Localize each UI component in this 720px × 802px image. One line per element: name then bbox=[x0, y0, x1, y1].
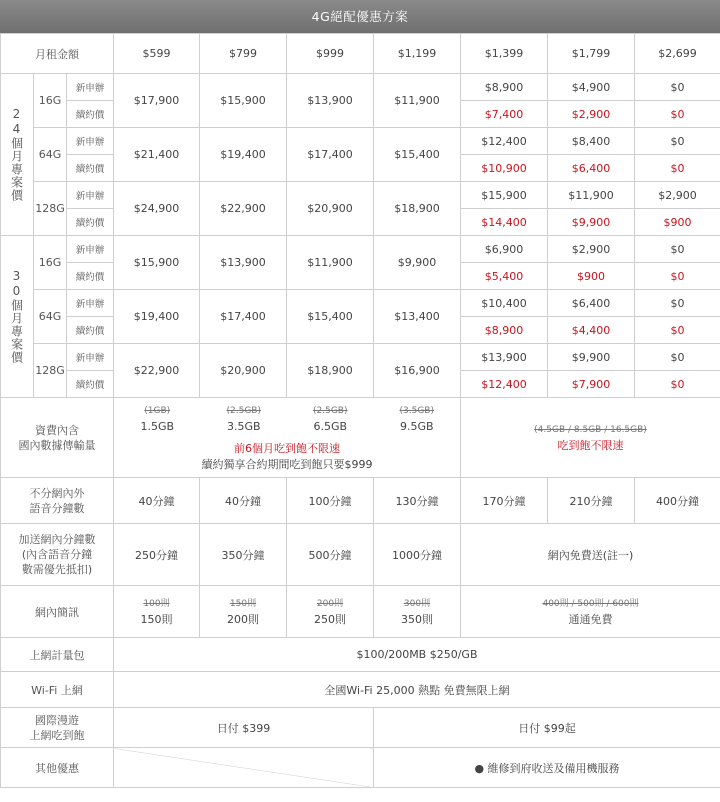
plan-table bbox=[0, 33, 720, 788]
roaming-label bbox=[1, 708, 114, 748]
device-price-cell: $21,400 bbox=[114, 128, 200, 182]
device-price-cell: $16,900 bbox=[374, 344, 461, 398]
new-value: 150則 bbox=[140, 612, 173, 626]
device-price-cell: $12,400 bbox=[461, 128, 548, 155]
unlimited-promo: 前6個月吃到飽不限速 bbox=[234, 441, 340, 455]
device-price-cell: $2,900 bbox=[635, 182, 720, 209]
data-value-cell bbox=[114, 404, 201, 434]
voice-minutes-row bbox=[1, 478, 720, 524]
roaming-left: 日付 $399 bbox=[114, 708, 374, 748]
device-price-cell: $13,900 bbox=[461, 344, 548, 371]
sms-cell bbox=[114, 586, 200, 638]
device-price-cell: $7,400 bbox=[461, 101, 548, 128]
renew-label: 續約價 bbox=[67, 209, 114, 236]
old-value: 150則 bbox=[229, 598, 257, 609]
new-contract-label: 新申辦 bbox=[67, 290, 114, 317]
label-line: 資費內含 bbox=[35, 423, 79, 437]
device-price-cell: $17,400 bbox=[200, 290, 287, 344]
device-price-cell: $19,400 bbox=[200, 128, 287, 182]
onnet-minutes-label bbox=[1, 524, 114, 586]
plan-row bbox=[1, 236, 720, 263]
wifi-row bbox=[1, 672, 720, 708]
device-price-cell: $15,900 bbox=[461, 182, 548, 209]
device-price-cell: $13,900 bbox=[287, 74, 374, 128]
device-price-cell: $17,900 bbox=[114, 74, 200, 128]
storage-size: 16G bbox=[34, 74, 67, 128]
table-title: 4G絕配優惠方案 bbox=[0, 0, 720, 33]
device-price-cell: $11,900 bbox=[374, 74, 461, 128]
device-price-cell: $8,900 bbox=[461, 74, 548, 101]
device-price-cell: $900 bbox=[635, 209, 720, 236]
plan-period-text: 24個月專案價 bbox=[9, 107, 24, 202]
device-price-cell: $15,400 bbox=[374, 128, 461, 182]
plan-row bbox=[1, 74, 720, 101]
device-price-cell: $0 bbox=[635, 263, 720, 290]
device-price-cell: $12,400 bbox=[461, 371, 548, 398]
device-price-cell: $6,900 bbox=[461, 236, 548, 263]
label-line: 國內數據傳輸量 bbox=[18, 438, 96, 452]
device-price-cell: $0 bbox=[635, 371, 720, 398]
data-allowance-label bbox=[1, 398, 114, 478]
other-benefits-label: 其他優惠 bbox=[1, 748, 114, 788]
device-price-cell: $0 bbox=[635, 101, 720, 128]
device-price-cell: $8,400 bbox=[548, 128, 635, 155]
device-price-cell: $0 bbox=[635, 344, 720, 371]
voice-minutes-cell: 400分鐘 bbox=[635, 478, 720, 524]
device-price-cell: $20,900 bbox=[200, 344, 287, 398]
label-line: 國際漫遊 bbox=[35, 713, 79, 727]
plan-period-label bbox=[1, 236, 34, 398]
plan-row bbox=[1, 182, 720, 209]
old-value: (2.5GB) bbox=[226, 405, 261, 416]
device-price-cell: $0 bbox=[635, 128, 720, 155]
price-cell: $999 bbox=[287, 34, 374, 74]
old-value: 200則 bbox=[316, 598, 344, 609]
voice-minutes-cell: 100分鐘 bbox=[287, 478, 374, 524]
other-benefits-right: ● 維修到府收送及備用機服務 bbox=[374, 748, 720, 788]
voice-minutes-cell: 40分鐘 bbox=[114, 478, 200, 524]
sms-free-cell bbox=[461, 586, 720, 638]
device-price-cell: $8,900 bbox=[461, 317, 548, 344]
data-value-cell bbox=[287, 404, 374, 434]
roaming-row bbox=[1, 708, 720, 748]
onnet-minutes-cell: 1000分鐘 bbox=[374, 524, 461, 586]
new-value: 3.5GB bbox=[226, 419, 261, 433]
old-value: (1GB) bbox=[144, 405, 171, 416]
voice-minutes-cell: 40分鐘 bbox=[200, 478, 287, 524]
new-value: 1.5GB bbox=[140, 419, 175, 433]
sms-cell bbox=[374, 586, 461, 638]
sms-cell bbox=[200, 586, 287, 638]
renew-label: 續約價 bbox=[67, 263, 114, 290]
sms-label: 網內簡訊 bbox=[1, 586, 114, 638]
old-value: 100則 bbox=[143, 598, 170, 609]
new-value: 6.5GB bbox=[313, 419, 348, 433]
old-value: 300則 bbox=[403, 598, 431, 609]
device-price-cell: $9,900 bbox=[374, 236, 461, 290]
device-price-cell: $18,900 bbox=[287, 344, 374, 398]
renew-label: 續約價 bbox=[67, 317, 114, 344]
device-price-cell: $6,400 bbox=[548, 155, 635, 182]
old-value: (4.5GB / 8.5GB / 16.5GB) bbox=[534, 424, 647, 435]
data-pack-label: 上網計量包 bbox=[1, 638, 114, 672]
device-price-cell: $24,900 bbox=[114, 182, 200, 236]
sms-row bbox=[1, 586, 720, 638]
new-value: 200則 bbox=[227, 612, 259, 626]
data-allowance-left bbox=[114, 398, 461, 478]
device-price-cell: $6,400 bbox=[548, 290, 635, 317]
device-price-cell: $19,400 bbox=[114, 290, 200, 344]
device-price-cell: $4,400 bbox=[548, 317, 635, 344]
renew-label: 續約價 bbox=[67, 101, 114, 128]
data-pack-value: $100/200MB $250/GB bbox=[114, 638, 720, 672]
wifi-label: Wi-Fi 上網 bbox=[1, 672, 114, 708]
device-price-cell: $5,400 bbox=[461, 263, 548, 290]
data-value-cell bbox=[201, 404, 288, 434]
label-line: 加送網內分鐘數 bbox=[18, 533, 96, 546]
data-allowance-right bbox=[461, 398, 720, 478]
sms-cell bbox=[287, 586, 374, 638]
device-price-cell: $20,900 bbox=[287, 182, 374, 236]
device-price-cell: $15,900 bbox=[114, 236, 200, 290]
other-benefits-row bbox=[1, 748, 720, 788]
voice-minutes-cell: 170分鐘 bbox=[461, 478, 548, 524]
device-price-cell: $2,900 bbox=[548, 236, 635, 263]
data-values bbox=[114, 404, 460, 434]
new-contract-label: 新申辦 bbox=[67, 344, 114, 371]
device-price-cell: $0 bbox=[635, 74, 720, 101]
old-value: (3.5GB) bbox=[399, 405, 434, 416]
device-price-cell: $9,900 bbox=[548, 344, 635, 371]
other-benefits-left bbox=[114, 748, 374, 788]
device-price-cell: $0 bbox=[635, 317, 720, 344]
old-value: (2.5GB) bbox=[313, 405, 348, 416]
plan-period-label bbox=[1, 74, 34, 236]
device-price-cell: $0 bbox=[635, 290, 720, 317]
device-price-cell: $15,900 bbox=[200, 74, 287, 128]
plan-row bbox=[1, 290, 720, 317]
device-price-cell: $2,900 bbox=[548, 101, 635, 128]
label-line: 語音分鐘數 bbox=[29, 501, 85, 515]
renew-promo: 續約獨享合約期間吃到飽只要$999 bbox=[201, 457, 373, 471]
device-price-cell: $10,900 bbox=[461, 155, 548, 182]
voice-minutes-label bbox=[1, 478, 114, 524]
new-contract-label: 新申辦 bbox=[67, 74, 114, 101]
device-price-cell: $9,900 bbox=[548, 209, 635, 236]
storage-size: 64G bbox=[34, 290, 67, 344]
onnet-minutes-cell: 250分鐘 bbox=[114, 524, 200, 586]
price-cell: $799 bbox=[200, 34, 287, 74]
device-price-cell: $18,900 bbox=[374, 182, 461, 236]
device-price-cell: $10,400 bbox=[461, 290, 548, 317]
device-price-cell: $13,400 bbox=[374, 290, 461, 344]
storage-size: 64G bbox=[34, 128, 67, 182]
new-value: 9.5GB bbox=[399, 419, 434, 433]
onnet-minutes-cell: 350分鐘 bbox=[200, 524, 287, 586]
free-note: 通通免費 bbox=[568, 612, 613, 626]
device-price-cell: $11,900 bbox=[548, 182, 635, 209]
device-price-cell: $14,400 bbox=[461, 209, 548, 236]
device-price-cell: $13,900 bbox=[200, 236, 287, 290]
price-cell: $1,199 bbox=[374, 34, 461, 74]
new-contract-label: 新申辦 bbox=[67, 128, 114, 155]
monthly-fee-label: 月租金額 bbox=[1, 34, 114, 74]
device-price-cell: $900 bbox=[548, 263, 635, 290]
device-price-cell: $22,900 bbox=[200, 182, 287, 236]
price-cell: $2,699 bbox=[635, 34, 720, 74]
renew-label: 續約價 bbox=[67, 371, 114, 398]
unlimited-note: 吃到飽不限速 bbox=[557, 438, 624, 452]
device-price-cell: $4,900 bbox=[548, 74, 635, 101]
new-value: 250則 bbox=[314, 612, 346, 626]
storage-size: 128G bbox=[34, 182, 67, 236]
device-price-cell: $15,400 bbox=[287, 290, 374, 344]
voice-minutes-cell: 130分鐘 bbox=[374, 478, 461, 524]
plan-row bbox=[1, 344, 720, 371]
wifi-value: 全國Wi-Fi 25,000 熱點 免費無限上網 bbox=[114, 672, 720, 708]
device-price-cell: $22,900 bbox=[114, 344, 200, 398]
label-line: 不分網內外 bbox=[29, 486, 85, 500]
storage-size: 16G bbox=[34, 236, 67, 290]
price-cell: $1,399 bbox=[461, 34, 548, 74]
label-line: 數需優先抵扣) bbox=[21, 563, 93, 576]
device-price-cell: $7,900 bbox=[548, 371, 635, 398]
storage-size: 128G bbox=[34, 344, 67, 398]
onnet-free-cell: 網內免費送(註一) bbox=[461, 524, 720, 586]
onnet-minutes-row bbox=[1, 524, 720, 586]
voice-minutes-cell: 210分鐘 bbox=[548, 478, 635, 524]
device-price-cell: $0 bbox=[635, 236, 720, 263]
device-price-cell: $0 bbox=[635, 155, 720, 182]
data-value-cell bbox=[374, 404, 461, 434]
price-cell: $599 bbox=[114, 34, 200, 74]
price-cell: $1,799 bbox=[548, 34, 635, 74]
roaming-right: 日付 $99起 bbox=[374, 708, 720, 748]
data-allowance-row bbox=[1, 398, 720, 478]
new-contract-label: 新申辦 bbox=[67, 236, 114, 263]
plan-row bbox=[1, 128, 720, 155]
data-pack-row bbox=[1, 638, 720, 672]
renew-label: 續約價 bbox=[67, 155, 114, 182]
device-price-cell: $11,900 bbox=[287, 236, 374, 290]
price-header-row bbox=[1, 34, 720, 74]
old-value: 400則 / 500則 / 600則 bbox=[542, 598, 639, 609]
label-line: (內含語音分鐘 bbox=[21, 548, 93, 561]
onnet-minutes-cell: 500分鐘 bbox=[287, 524, 374, 586]
plan-period-text: 30個月專案價 bbox=[9, 269, 24, 364]
new-value: 350則 bbox=[401, 612, 433, 626]
label-line: 上網吃到飽 bbox=[29, 728, 85, 742]
device-price-cell: $17,400 bbox=[287, 128, 374, 182]
new-contract-label: 新申辦 bbox=[67, 182, 114, 209]
